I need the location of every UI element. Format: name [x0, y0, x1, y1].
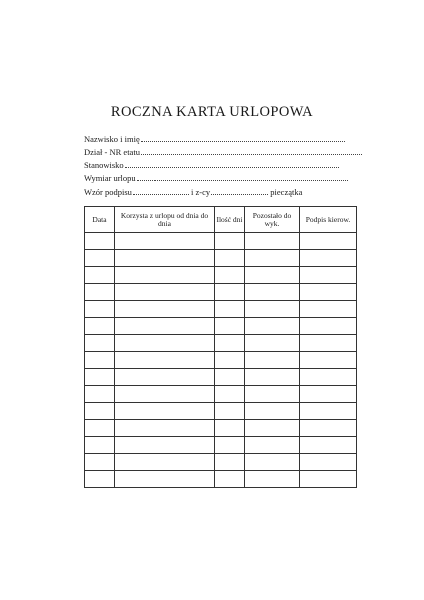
- cell-manager-signature[interactable]: [300, 301, 357, 318]
- name-label: Nazwisko i imię: [84, 134, 140, 144]
- leave-entitlement-field: [84, 171, 348, 185]
- cell-date[interactable]: [85, 318, 115, 335]
- table-row: [85, 335, 357, 352]
- cell-leave-period[interactable]: [115, 420, 215, 437]
- cell-leave-period[interactable]: [115, 471, 215, 488]
- cell-manager-signature[interactable]: [300, 437, 357, 454]
- cell-days-count[interactable]: [215, 284, 245, 301]
- column-header-date: Data: [85, 207, 115, 233]
- cell-leave-period[interactable]: [115, 369, 215, 386]
- cell-remaining[interactable]: [245, 233, 300, 250]
- cell-remaining[interactable]: [245, 352, 300, 369]
- department-input-line[interactable]: [141, 145, 362, 155]
- cell-manager-signature[interactable]: [300, 403, 357, 420]
- name-field: [84, 132, 345, 146]
- cell-days-count[interactable]: [215, 437, 245, 454]
- cell-manager-signature[interactable]: [300, 369, 357, 386]
- cell-days-count[interactable]: [215, 471, 245, 488]
- cell-manager-signature[interactable]: [300, 284, 357, 301]
- cell-date[interactable]: [85, 267, 115, 284]
- table-body: [85, 233, 357, 488]
- signature-label: Wzór podpisu: [84, 187, 132, 197]
- cell-remaining[interactable]: [245, 437, 300, 454]
- column-header-manager-signature: Podpis kierow.: [300, 207, 357, 233]
- table-row: [85, 369, 357, 386]
- department-field: [84, 145, 362, 159]
- cell-manager-signature[interactable]: [300, 318, 357, 335]
- cell-days-count[interactable]: [215, 386, 245, 403]
- deputy-label: i z-cy: [191, 187, 211, 197]
- department-label: Dział - NR etatu: [84, 147, 140, 157]
- cell-remaining[interactable]: [245, 471, 300, 488]
- cell-leave-period[interactable]: [115, 301, 215, 318]
- leave-table: [84, 206, 357, 488]
- cell-days-count[interactable]: [215, 420, 245, 437]
- cell-days-count[interactable]: [215, 233, 245, 250]
- cell-days-count[interactable]: [215, 267, 245, 284]
- cell-date[interactable]: [85, 437, 115, 454]
- cell-days-count[interactable]: [215, 301, 245, 318]
- position-field: [84, 158, 339, 172]
- leave-entitlement-extra-line[interactable]: [155, 171, 348, 181]
- cell-date[interactable]: [85, 284, 115, 301]
- cell-days-count[interactable]: [215, 335, 245, 352]
- table-row: [85, 301, 357, 318]
- table-row: [85, 386, 357, 403]
- page-title: ROCZNA KARTA URLOPOWA: [110, 104, 314, 120]
- column-header-remaining: Pozostało do wyk.: [245, 207, 300, 233]
- table-row: [85, 437, 357, 454]
- cell-remaining[interactable]: [245, 284, 300, 301]
- cell-remaining[interactable]: [245, 454, 300, 471]
- cell-manager-signature[interactable]: [300, 471, 357, 488]
- cell-days-count[interactable]: [215, 318, 245, 335]
- table-row: [85, 454, 357, 471]
- cell-date[interactable]: [85, 250, 115, 267]
- cell-remaining[interactable]: [245, 386, 300, 403]
- name-input-line[interactable]: [141, 132, 345, 142]
- position-input-line[interactable]: [125, 158, 339, 168]
- leave-entitlement-label: Wymiar urlopu: [84, 173, 136, 183]
- cell-manager-signature[interactable]: [300, 267, 357, 284]
- cell-date[interactable]: [85, 335, 115, 352]
- table-row: [85, 250, 357, 267]
- cell-leave-period[interactable]: [115, 335, 215, 352]
- cell-remaining[interactable]: [245, 403, 300, 420]
- cell-remaining[interactable]: [245, 369, 300, 386]
- deputy-signature-input-line[interactable]: [211, 185, 268, 195]
- cell-leave-period[interactable]: [115, 267, 215, 284]
- cell-date[interactable]: [85, 471, 115, 488]
- cell-date[interactable]: [85, 403, 115, 420]
- cell-date[interactable]: [85, 386, 115, 403]
- cell-leave-period[interactable]: [115, 352, 215, 369]
- table-row: [85, 420, 357, 437]
- cell-days-count[interactable]: [215, 352, 245, 369]
- cell-remaining[interactable]: [245, 420, 300, 437]
- cell-date[interactable]: [85, 454, 115, 471]
- cell-leave-period[interactable]: [115, 454, 215, 471]
- cell-date[interactable]: [85, 369, 115, 386]
- stamp-label: pieczątka: [270, 187, 303, 197]
- cell-date[interactable]: [85, 352, 115, 369]
- cell-days-count[interactable]: [215, 369, 245, 386]
- cell-manager-signature[interactable]: [300, 233, 357, 250]
- position-label: Stanowisko: [84, 160, 124, 170]
- column-header-days-count: Ilość dni: [215, 207, 245, 233]
- table-row: [85, 318, 357, 335]
- cell-date[interactable]: [85, 301, 115, 318]
- cell-remaining[interactable]: [245, 267, 300, 284]
- cell-leave-period[interactable]: [115, 403, 215, 420]
- table-row: [85, 471, 357, 488]
- cell-manager-signature[interactable]: [300, 420, 357, 437]
- cell-leave-period[interactable]: [115, 318, 215, 335]
- cell-leave-period[interactable]: [115, 437, 215, 454]
- cell-manager-signature[interactable]: [300, 352, 357, 369]
- table-row: [85, 352, 357, 369]
- cell-manager-signature[interactable]: [300, 335, 357, 352]
- cell-remaining[interactable]: [245, 318, 300, 335]
- cell-date[interactable]: [85, 420, 115, 437]
- cell-days-count[interactable]: [215, 250, 245, 267]
- cell-leave-period[interactable]: [115, 386, 215, 403]
- cell-remaining[interactable]: [245, 250, 300, 267]
- column-header-leave-period: Korzysta z urlopu od dnia do dnia: [115, 207, 215, 233]
- cell-remaining[interactable]: [245, 301, 300, 318]
- table-row: [85, 233, 357, 250]
- cell-remaining[interactable]: [245, 335, 300, 352]
- table-header-row: [85, 207, 357, 233]
- table-row: [85, 267, 357, 284]
- cell-days-count[interactable]: [215, 454, 245, 471]
- cell-date[interactable]: [85, 233, 115, 250]
- cell-leave-period[interactable]: [115, 250, 215, 267]
- cell-manager-signature[interactable]: [300, 454, 357, 471]
- cell-manager-signature[interactable]: [300, 386, 357, 403]
- signature-input-line[interactable]: [133, 185, 189, 195]
- cell-manager-signature[interactable]: [300, 250, 357, 267]
- table-row: [85, 284, 357, 301]
- cell-leave-period[interactable]: [115, 284, 215, 301]
- cell-days-count[interactable]: [215, 403, 245, 420]
- signature-field: [84, 185, 302, 199]
- table-row: [85, 403, 357, 420]
- cell-leave-period[interactable]: [115, 233, 215, 250]
- leave-entitlement-input-line[interactable]: [137, 171, 155, 181]
